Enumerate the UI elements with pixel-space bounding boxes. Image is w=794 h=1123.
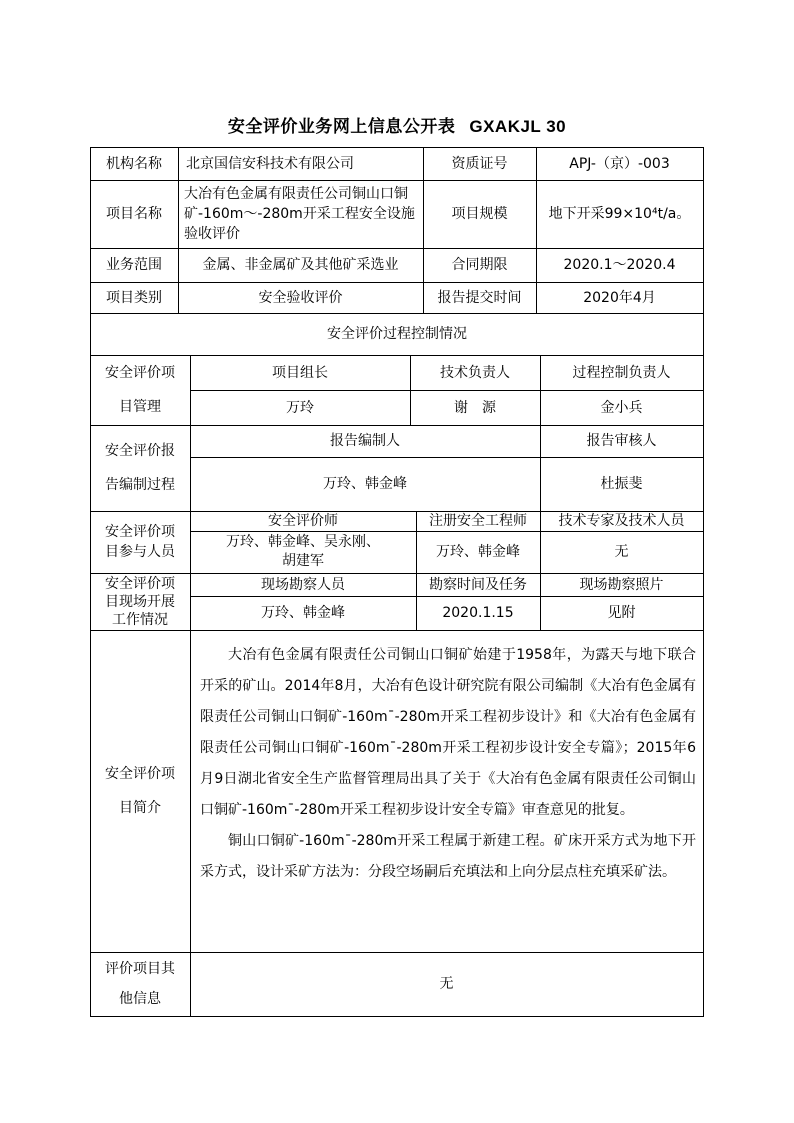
title-text: 安全评价业务网上信息公开表: [227, 117, 456, 137]
evaluator-value-line1: 万玲、韩金峰、吴永刚、: [226, 534, 380, 550]
intro-text: [200, 640, 696, 888]
other-value: 无: [439, 976, 454, 992]
intro-label-line2: 目简介: [119, 800, 161, 816]
site-label: [90, 573, 190, 630]
report-label-line1: 安全评价报: [105, 443, 175, 459]
process-lead-header: 过程控制负责人: [572, 364, 671, 381]
intro-label: [90, 630, 190, 952]
period-label: 合同期限: [451, 257, 508, 273]
report-author-header: 报告编制人: [330, 433, 400, 449]
project-label: 项目名称: [106, 206, 162, 222]
site-time-value: 2020.1.15: [442, 605, 514, 621]
site-photo-value: 见附: [607, 605, 636, 621]
site-time-header: 勘察时间及任务: [429, 576, 527, 593]
leader-value: 万玲: [286, 399, 314, 416]
org-label: 机构名称: [106, 155, 162, 172]
scale-label: 项目规模: [451, 206, 508, 222]
participants-label-line1: 安全评价项: [105, 524, 175, 540]
management-label: [90, 355, 190, 425]
expert-header: 技术专家及技术人员: [558, 513, 685, 529]
process-lead-value: 金小兵: [600, 399, 643, 416]
submit-label: 报告提交时间: [437, 289, 522, 306]
evaluator-header: 安全评价师: [268, 513, 338, 529]
scale-value: 地下开采99×10⁴t/a。: [548, 206, 691, 222]
intro-label-line1: 安全评价项: [105, 766, 175, 782]
engineer-value: 万玲、韩金峰: [436, 544, 520, 560]
expert-value: 无: [614, 544, 629, 560]
intro-paragraph-1: 大冶有色金属有限责任公司铜山口铜矿始建于1958年，为露天与地下联合开采的矿山。2014年8月，大冶有色设计研究院有限公司编制《大冶有色金属有限责任公司铜山口铜矿-160m¯-280m开采工程初步设计》和《大冶有色金属有限责任公司铜山口铜矿-160m¯-280m开采工程初步设计安全专篇》；2015年6月9日湖北省安全生产监督管理局出具了关于《大冶有色金属有限责任公司铜山口铜矿-160m¯-280m开采工程初步设计安全专篇》审查意见的批复。: [200, 647, 696, 818]
cert-label: 资质证号: [451, 155, 508, 172]
cert-value: APJ-（京）-003: [569, 155, 670, 172]
report-reviewer-header: 报告审核人: [586, 433, 657, 449]
type-value: 安全验收评价: [258, 289, 343, 306]
participants-label: [90, 511, 190, 573]
evaluator-value: [190, 531, 416, 573]
site-staff-value: 万玲、韩金峰: [261, 605, 345, 621]
other-label-line2: 他信息: [119, 991, 161, 1007]
site-label-line2: 目现场开展: [105, 593, 175, 610]
engineer-header: 注册安全工程师: [429, 513, 527, 529]
management-label-line2: 目管理: [119, 399, 161, 415]
participants-label-line2: 目参与人员: [105, 544, 175, 560]
report-reviewer-value: 杜振斐: [600, 476, 643, 492]
site-staff-header: 现场勘察人员: [261, 576, 345, 593]
leader-header: 项目组长: [272, 364, 328, 381]
other-label-line1: 评价项目其: [105, 961, 175, 977]
submit-value: 2020年4月: [583, 289, 656, 306]
evaluator-value-line2: 胡建军: [282, 553, 324, 569]
site-photo-header: 现场勘察照片: [579, 576, 664, 593]
tech-lead-value: 谢 源: [454, 399, 496, 416]
report-label-line2: 告编制过程: [105, 477, 175, 493]
report-author-value: 万玲、韩金峰: [323, 476, 407, 492]
type-label: 项目类别: [106, 289, 162, 306]
project-value: 大冶有色金属有限责任公司铜山口铜矿-160m～-280m开采工程安全设施验收评价: [184, 186, 415, 242]
scope-label: 业务范围: [106, 257, 162, 273]
tech-lead-header: 技术负责人: [440, 364, 510, 381]
form-code: GXAKJL 30: [469, 117, 567, 136]
site-label-line1: 安全评价项: [105, 575, 175, 592]
management-label-line1: 安全评价项: [105, 365, 175, 381]
intro-paragraph-2: 铜山口铜矿-160m¯-280m开采工程属于新建工程。矿床开采方式为地下开采方式，设计采矿方法为：分段空场嗣后充填法和上向分层点柱充填采矿法。: [200, 833, 696, 880]
report-label: [90, 425, 190, 511]
site-label-line3: 工作情况: [112, 611, 168, 628]
process-header: 安全评价过程控制情况: [327, 326, 467, 342]
other-label: [90, 952, 190, 1016]
scope-value: 金属、非金属矿及其他矿采选业: [202, 257, 399, 273]
period-value: 2020.1～2020.4: [563, 257, 676, 273]
org-value: 北京国信安科技术有限公司: [186, 155, 354, 172]
